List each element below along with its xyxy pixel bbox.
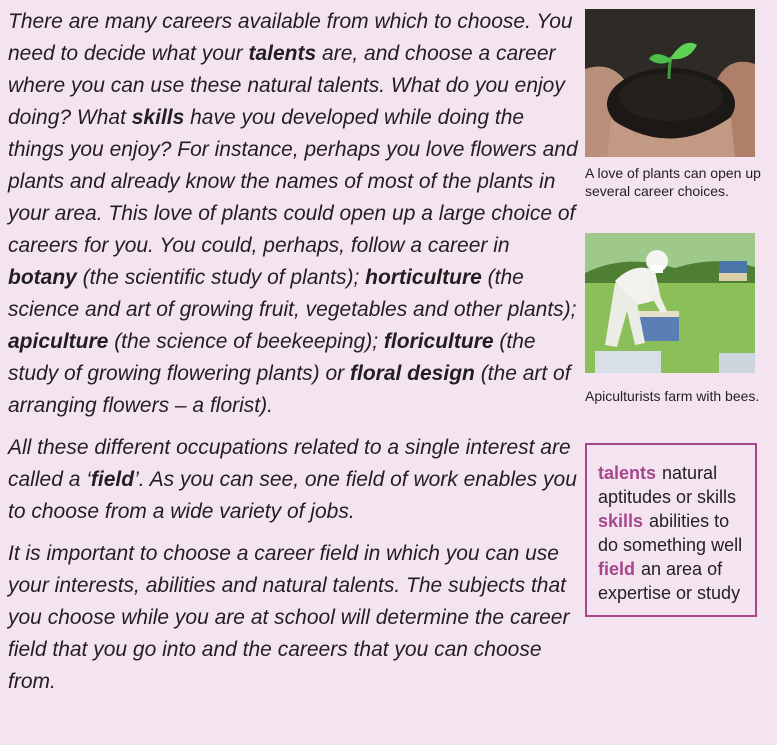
paragraph-3 — [8, 538, 578, 698]
text-run: (the science of beekeeping); — [108, 330, 384, 353]
glossary-term: field — [598, 559, 636, 579]
text-run: (the science and art of growing fruit, vegetables and other plants); — [8, 266, 577, 321]
text-run: All these different occupations related to a single interest are called a ‘ — [8, 436, 571, 491]
paragraph-2 — [8, 432, 578, 528]
photo-caption-plants: A love of plants can open up several career choices. — [585, 165, 761, 199]
photo-caption-bees: Apiculturists farm with bees. — [585, 388, 760, 404]
text-run: have you developed while doing the things you enjoy? For instance, perhaps you love flowers and plants and already know the names of most of the plants in your area. This love of plants could open up a large choice of careers for you. You could, perhaps, follow a career in — [8, 106, 578, 257]
keyword-botany: botany — [8, 266, 77, 289]
photo-hands-soil-seedling — [585, 9, 755, 157]
glossary-term: skills — [598, 511, 644, 531]
beekeeper-illustration — [585, 233, 755, 373]
photo-beekeeper — [585, 233, 755, 373]
paragraph-1 — [8, 6, 578, 422]
glossary-entry-talents — [598, 461, 744, 509]
keyword-apiculture: apiculture — [8, 330, 109, 353]
glossary-box — [585, 443, 757, 617]
keyword-skills: skills — [131, 106, 185, 129]
keyword-field: field — [90, 468, 135, 491]
glossary-definition: abilities to do something well — [598, 511, 743, 555]
text-run: (the scientific study of plants); — [76, 266, 366, 289]
text-run: (the study of growing flowering plants) or — [8, 330, 536, 385]
text-run: are, and choose a career where you can use these natural talents. What do you enjoy doing? What — [8, 42, 565, 129]
glossary-definition: natural aptitudes or skills — [598, 463, 737, 507]
text-run: (the art of arranging flowers – a florist). — [8, 362, 571, 417]
glossary-definition: an area of expertise or study — [598, 559, 741, 603]
glossary-term: talents — [598, 463, 657, 483]
keyword-horticulture: horticulture — [365, 266, 482, 289]
text-run: It is important to choose a career field in which you can use your interests, abilities and natural talents. The subjects that you choose while you are at school will determine the career field that you go into and the careers that you can choose from. — [8, 542, 570, 693]
text-run: There are many careers available from which to choose. You need to decide what your — [8, 10, 573, 65]
text-run: ’. As you can see, one field of work enables you to choose from a wide variety of jobs. — [8, 468, 577, 523]
soil-illustration — [585, 9, 755, 157]
glossary-entry-field — [598, 557, 744, 605]
keyword-talents: talents — [248, 42, 317, 65]
main-text — [8, 6, 578, 708]
keyword-floral-design: floral design — [350, 362, 475, 385]
glossary-entry-skills — [598, 509, 744, 557]
keyword-floriculture: floriculture — [383, 330, 494, 353]
